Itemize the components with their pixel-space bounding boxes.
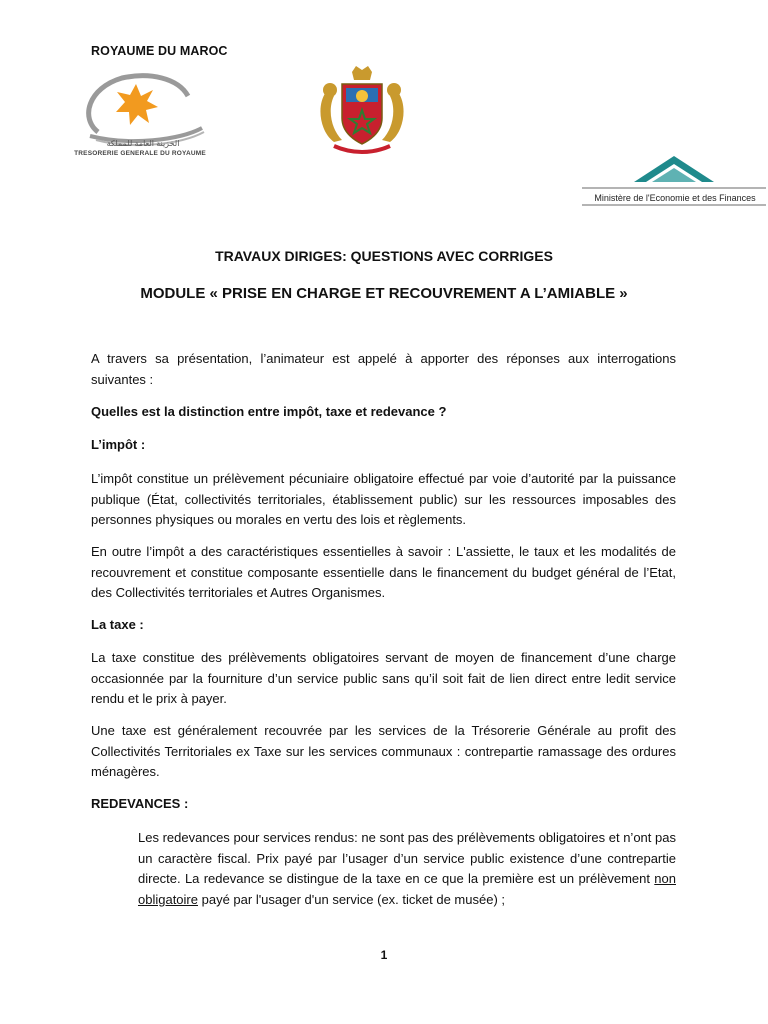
- module-title: MODULE « PRISE EN CHARGE ET RECOUVREMENT A L’AMIABLE »: [140, 285, 628, 302]
- impot-heading: L’impôt :: [91, 437, 146, 452]
- page-number: 1: [380, 948, 388, 962]
- impot-paragraph-1: L’impôt constitue un prélèvement pécuniaire obligatoire effectué par voie d’autorité par la puissance publique (État, collectivités territoriales, établissement public) sur les ressources imposables des personnes physiques ou morales en vertu des lois et règlements.: [91, 471, 676, 527]
- redevances-underlined-term: non obligatoire: [138, 871, 676, 907]
- taxe-paragraph-2: Une taxe est généralement recouvrée par les services de la Trésorerie Générale au profit des Collectivités Territoriales ex Taxe sur les services communaux : contrepartie ramassage des ordures ménagères.: [91, 723, 676, 779]
- redevances-text-start: Les redevances pour services rendus: ne sont pas des prélèvements obligatoires et n’ont pas un caractère fiscal. Prix payé par l’usager d’un service public existence d’une contrepartie directe. La redevance se distingue de la taxe en ce que la première est un prélèvement: [138, 830, 676, 886]
- redevances-heading: REDEVANCES :: [91, 796, 189, 811]
- intro-paragraph: A travers sa présentation, l’animateur est appelé à apporter des réponses aux interrogations suivantes :: [91, 351, 676, 387]
- ministry-logo: [580, 152, 768, 212]
- question-heading: Quelles est la distinction entre impôt, taxe et redevance ?: [91, 404, 447, 419]
- redevances-paragraph: [138, 828, 676, 910]
- document-title: TRAVAUX DIRIGES: QUESTIONS AVEC CORRIGES: [215, 248, 553, 264]
- taxe-paragraph-1: La taxe constitue des prélèvements obligatoires servant de moyen de financement d’une charge occasionnée par la fourniture d’un service public sans qu’il soit fait de lien direct entre ledit service rendu et le prix à payer.: [91, 650, 676, 706]
- ministry-label: Ministère de l'Economie et des Finances: [594, 193, 756, 203]
- tgr-caption: TRESORERIE GENERALE DU ROYAUME: [74, 150, 206, 157]
- redevances-text-end: payé par l'usager d'un service (ex. ticket de musée) ;: [198, 891, 505, 907]
- tgr-arabic-name: الخزينة العامة للمملكة: [106, 139, 180, 148]
- country-name: ROYAUME DU MAROC: [91, 44, 228, 58]
- coat-of-arms-emblem: [312, 62, 412, 158]
- taxe-heading: La taxe :: [91, 617, 144, 632]
- impot-paragraph-2: En outre l’impôt a des caractéristiques essentielles à savoir : L'assiette, le taux et les modalités de recouvrement et constitue composante essentielle dans le financement du budget général de l’Etat, des Collectivités territoriales et Autres Organismes.: [91, 544, 676, 600]
